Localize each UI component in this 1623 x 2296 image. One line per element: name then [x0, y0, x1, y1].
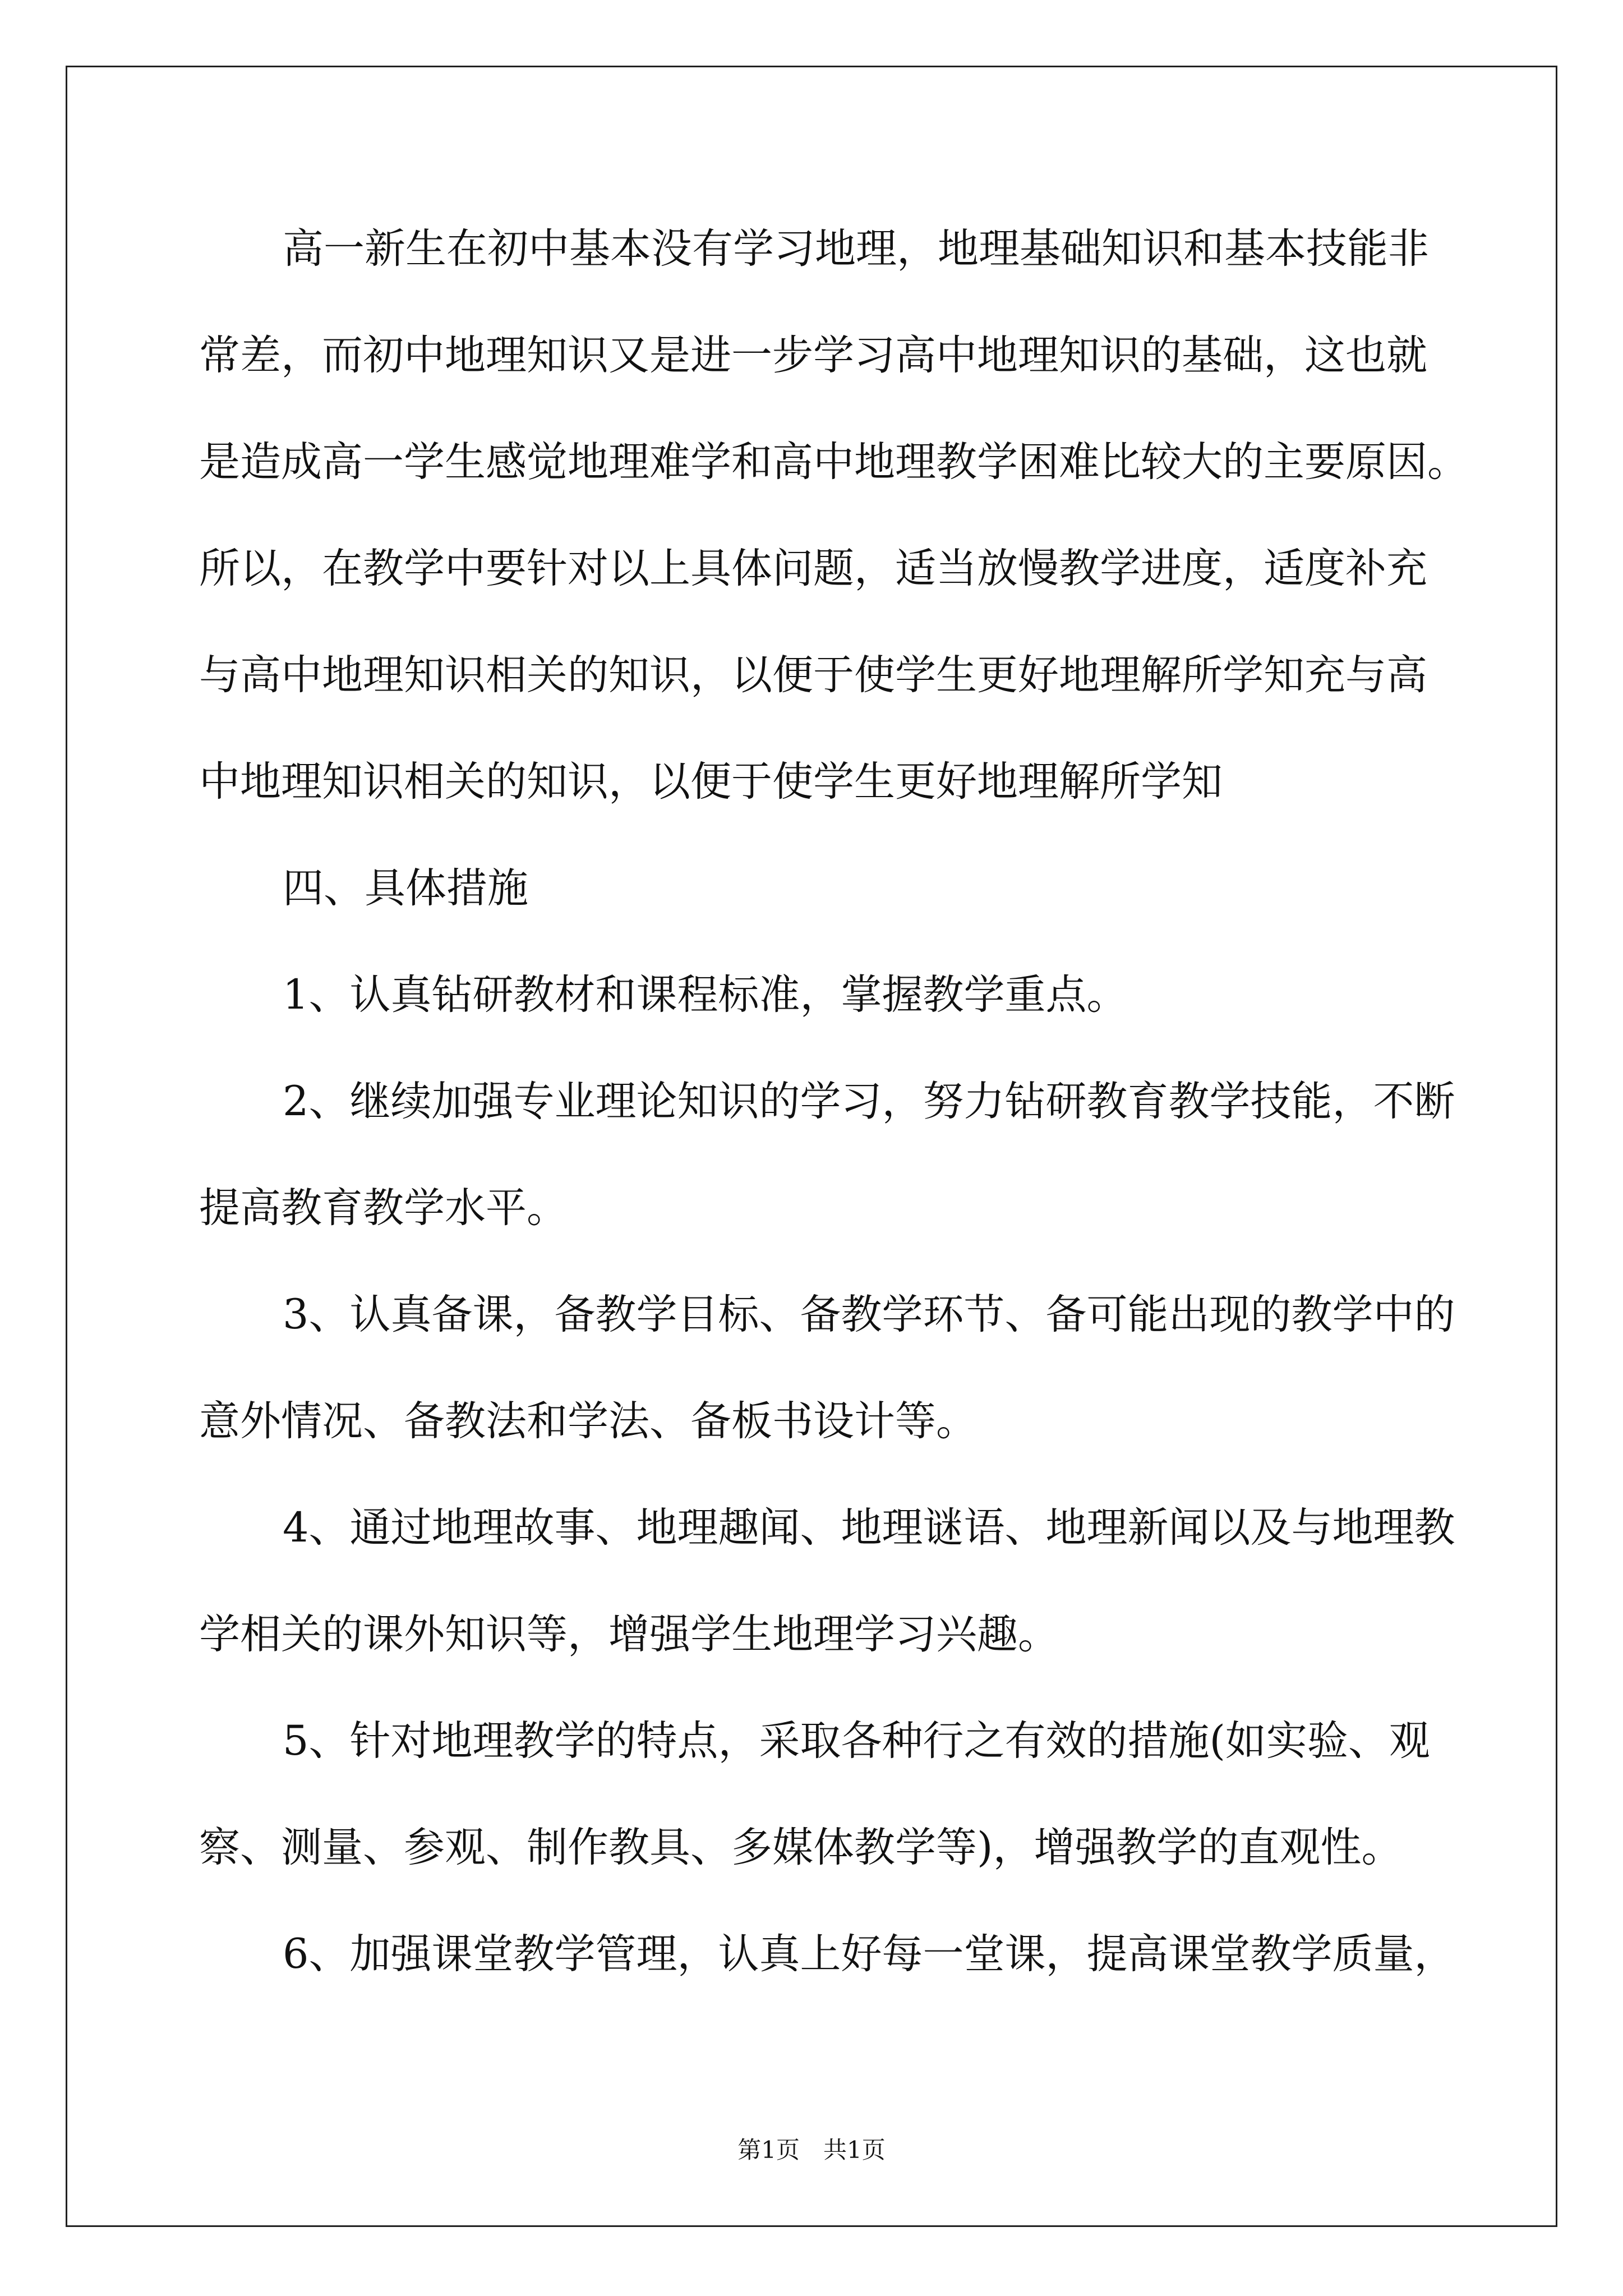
page-footer: 第1页 共1页	[737, 2136, 886, 2164]
text-line: 提高教育教学水平。	[199, 1184, 568, 1232]
text-line: 5、针对地理教学的特点，采取各种行之有效的措施(如实验、观	[283, 1717, 1430, 1765]
list-item	[199, 1901, 1534, 2008]
text-line: 察、测量、参观、制作教具、多媒体教学等)，增强教学的直观性。	[199, 1824, 1403, 1871]
text-line: 3、认真备课，备教学目标、备教学环节、备可能出现的教学中的	[283, 1291, 1455, 1338]
list-item	[199, 1475, 1534, 1688]
text-line: 与高中地理知识相关的知识，以便于使学生更好地理解所学知充与高	[199, 651, 1427, 699]
text-line: 学相关的课外知识等，增强学生地理学习兴趣。	[199, 1611, 1059, 1658]
list-item	[199, 1688, 1534, 1901]
text-line: 6、加强课堂教学管理，认真上好每一堂课，提高课堂教学质量，	[283, 1930, 1455, 1978]
paragraph	[199, 196, 1534, 835]
list-item	[199, 1048, 1534, 1262]
text-line: 所以，在教学中要针对以上具体问题，适当放慢教学进度，适度补充	[199, 545, 1427, 592]
text-line: 高一新生在初中基本没有学习地理，地理基础知识和基本技能非	[283, 225, 1429, 273]
list-item	[199, 1262, 1534, 1475]
text-line: 意外情况、备教法和学法、备板书设计等。	[199, 1397, 977, 1445]
text-line: 中地理知识相关的知识，以便于使学生更好地理解所学知	[199, 758, 1223, 806]
text-line: 四、具体措施	[283, 864, 528, 912]
text-line: 2、继续加强专业理论知识的学习，努力钻研教育教学技能，不断	[283, 1078, 1455, 1125]
list-item	[199, 942, 1534, 1048]
text-line: 常差，而初中地理知识又是进一步学习高中地理知识的基础，这也就	[199, 332, 1427, 379]
text-line: 1、认真钻研教材和课程标准，掌握教学重点。	[283, 971, 1128, 1019]
text-line: 是造成高一学生感觉地理难学和高中地理教学困难比较大的主要原因。	[199, 438, 1468, 486]
text-line: 4、通过地理故事、地理趣闻、地理谜语、地理新闻以及与地理教	[283, 1504, 1455, 1552]
section-heading	[199, 835, 1534, 942]
document-body	[199, 196, 1534, 2008]
